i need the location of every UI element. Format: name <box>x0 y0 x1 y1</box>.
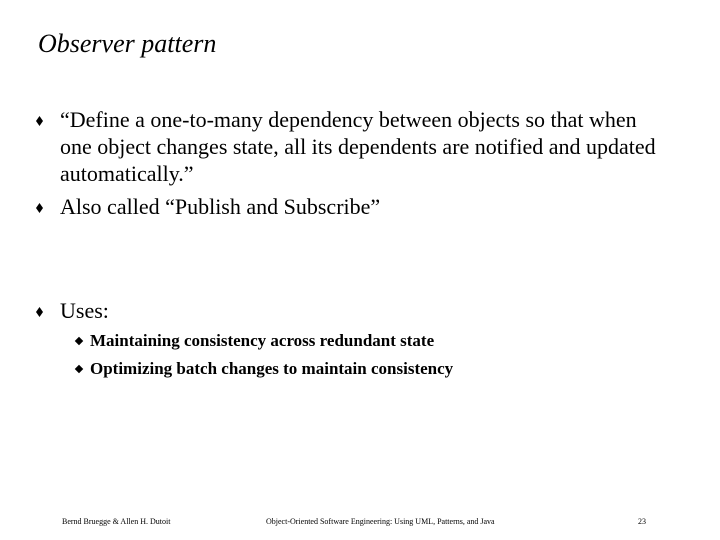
bullet-diamond-icon <box>36 307 43 317</box>
bullet-item-uses <box>60 297 660 324</box>
footer-authors: Bernd Bruegge & Allen H. Dutoit <box>62 517 171 526</box>
bullet-diamond-icon <box>36 116 43 126</box>
sub-bullet-diamond-icon <box>75 337 83 345</box>
sub-bullet-item <box>90 358 453 380</box>
bullet-text: “Define a one-to-many dependency between objects so that when one object changes state, all its dependents are notified and updated automatically.” <box>60 107 656 186</box>
bullet-text: Uses: <box>60 298 109 323</box>
sub-bullet-diamond-icon <box>75 365 83 373</box>
bullet-item-aka <box>60 193 660 220</box>
sub-bullet-text: Optimizing batch changes to maintain consistency <box>90 359 454 378</box>
bullet-item-definition <box>60 106 660 187</box>
sub-bullet-item <box>90 330 434 352</box>
footer-book-title: Object-Oriented Software Engineering: Using UML, Patterns, and Java <box>266 517 495 526</box>
footer-page-number: 23 <box>638 517 646 526</box>
bullet-text: Also called “Publish and Subscribe” <box>60 194 381 219</box>
sub-bullet-text: Maintaining consistency across redundant state <box>90 331 435 350</box>
bullet-diamond-icon <box>36 203 43 213</box>
slide-title: Observer pattern <box>38 29 217 58</box>
